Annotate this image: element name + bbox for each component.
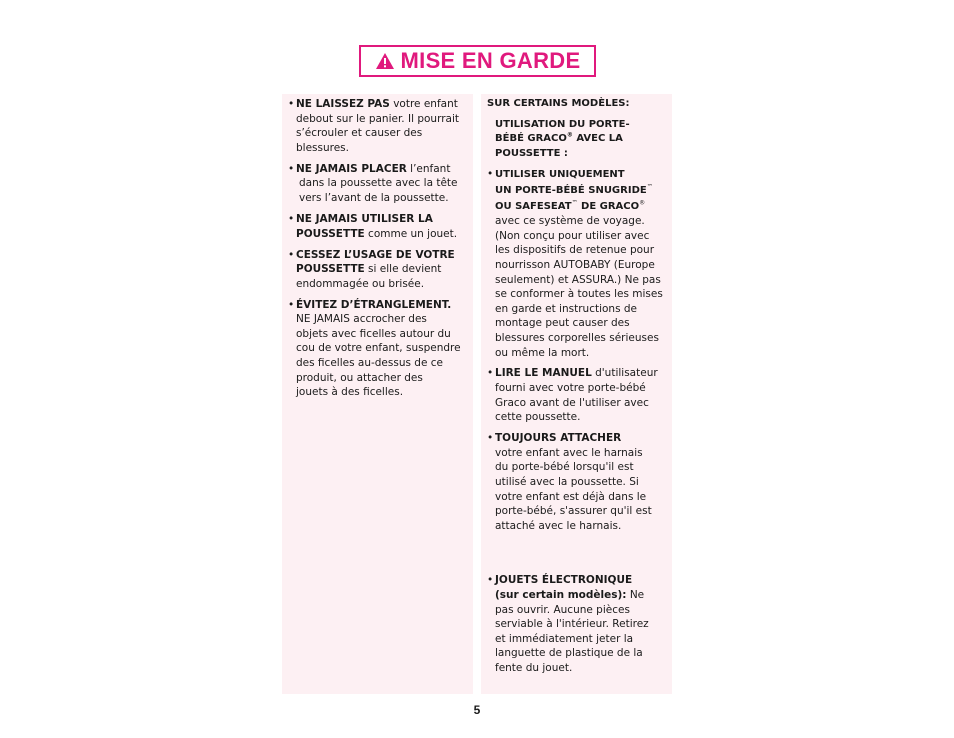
warning-item: • LIRE LE MANUEL d'utilisateur fourni avec votre porte-bébé Graco avant de l'utiliser avec cette poussette. (487, 367, 658, 424)
warning-item: • UTILISER UNIQUEMENT UN PORTE-BÉBÉ SNUGRIDE™ OU SAFESEAT™ DE GRACO® avec ce système de voyage. (Non conçu pour utiliser avec les dispositifs de retenue pour nourrisson AUTOBABY (Europe seulement) et ASSURA.) Ne pas se conformer à toutes les mises en garde et instructions de montage peut causer des blessures corporelles sérieuses ou même la mort. (487, 168, 663, 359)
left-warning-column (282, 94, 473, 694)
warning-item: • JOUETS ÉLECTRONIQUE (sur certain modèles): Ne pas ouvrir. Aucune pièces serviable à l'intérieur. Retirez et immédiatement jeter la languette de plastique de la fente du jouet. (487, 574, 649, 674)
right-warning-column (481, 94, 672, 694)
warning-item: • NE LAISSEZ PAS votre enfant debout sur le panier. Il pourrait s’écrouler et causer des blessures. (288, 98, 459, 154)
warning-triangle-icon (375, 52, 395, 70)
warning-item: • ÉVITEZ D’ÉTRANGLEMENT. NE JAMAIS accrocher des objets avec ficelles autour du cou de votre enfant, suspendre des ficelles au-dessus de ce produit, ou attacher des jouets à des ficelles. (288, 298, 461, 399)
warning-item: • TOUJOURS ATTACHER votre enfant avec le harnais du porte-bébé lorsqu'il est utilisé avec la poussette. Si votre enfant est déjà dans le porte-bébé, s'assurer qu'il est attaché avec le harnais. (487, 432, 652, 532)
sub-heading: UTILISATION DU PORTE- BÉBÉ GRACO® AVEC LA POUSSETTE : (495, 118, 630, 159)
warning-title: MISE EN GARDE (400, 48, 581, 73)
warning-item: • NE JAMAIS PLACER l’enfant dans la poussette avec la tête vers l’avant de la poussette. (288, 162, 458, 204)
warning-item: • CESSEZ L’USAGE DE VOTRE POUSSETTE si elle devient endommagée ou brisée. (288, 248, 455, 290)
warning-item: • NE JAMAIS UTILISER LA POUSSETTE comme un jouet. (288, 212, 458, 240)
section-heading: SUR CERTAINS MODÈLES: (487, 98, 630, 109)
warning-title-box (359, 45, 596, 77)
page-number: 5 (473, 703, 481, 717)
